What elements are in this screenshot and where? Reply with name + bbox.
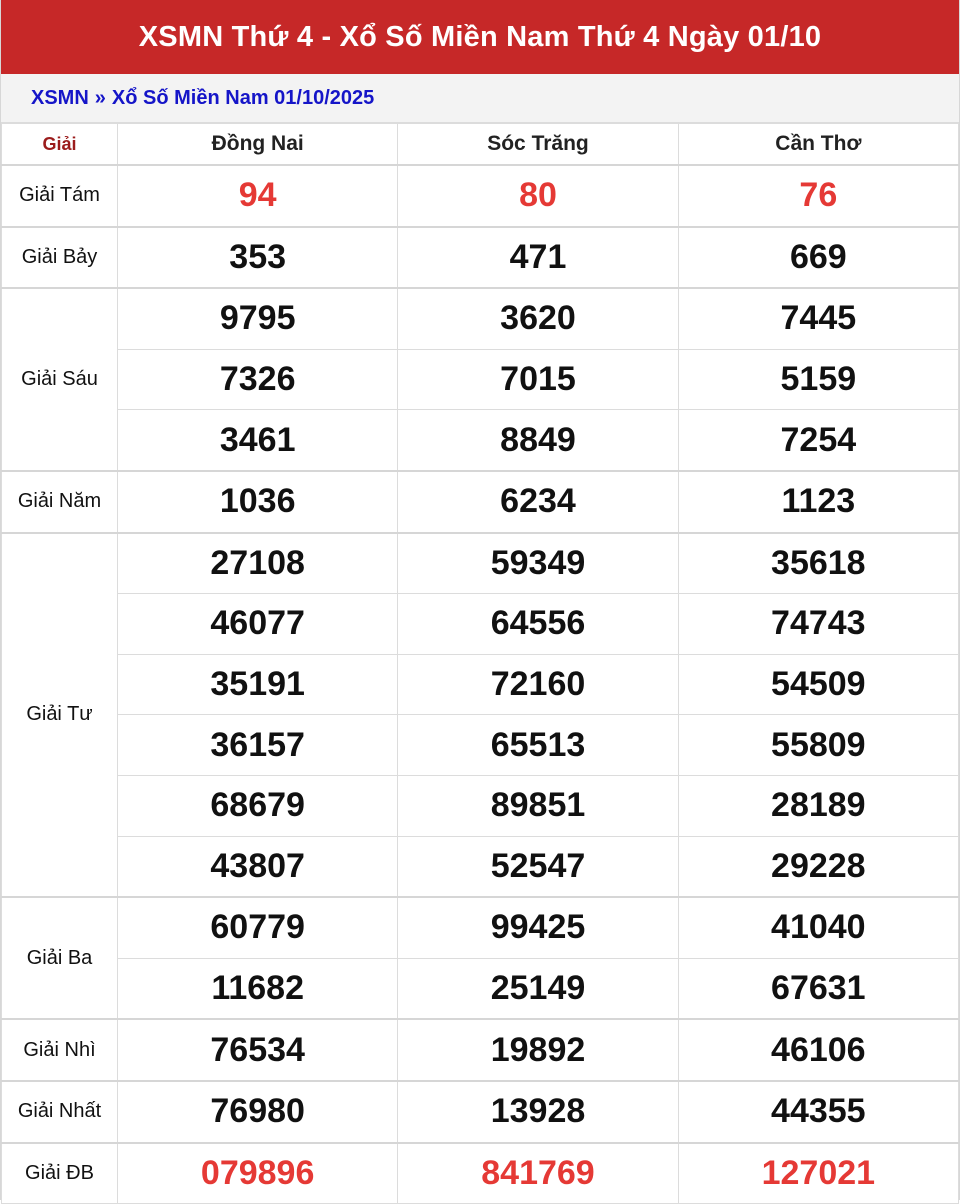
prize-number: 127021 <box>678 1143 958 1204</box>
table-row <box>2 349 959 410</box>
prize-number: 55809 <box>678 715 958 776</box>
prize-number: 7445 <box>678 288 958 349</box>
prize-number: 29228 <box>678 836 958 897</box>
breadcrumb-current-link[interactable]: Xổ Số Miền Nam 01/10/2025 <box>111 86 375 109</box>
breadcrumb-separator: » <box>94 86 106 109</box>
prize-label: Giải ĐB <box>2 1143 118 1204</box>
table-header-row <box>2 124 959 166</box>
breadcrumb-home-link[interactable]: XSMN <box>31 86 89 109</box>
table-row <box>2 715 959 776</box>
table-row <box>2 897 959 958</box>
prize-number: 76534 <box>118 1019 398 1081</box>
prize-number: 1036 <box>118 471 398 533</box>
prize-number: 64556 <box>398 594 678 655</box>
prize-number: 76 <box>678 165 958 227</box>
table-row <box>2 836 959 897</box>
prize-number: 74743 <box>678 594 958 655</box>
prize-number: 43807 <box>118 836 398 897</box>
table-row <box>2 410 959 471</box>
prize-number: 28189 <box>678 775 958 836</box>
prize-number: 353 <box>118 227 398 289</box>
results-body <box>2 165 959 1204</box>
prize-number: 80 <box>398 165 678 227</box>
prize-label: Giải Sáu <box>2 288 118 471</box>
table-row <box>2 1081 959 1143</box>
prize-number: 19892 <box>398 1019 678 1081</box>
table-row <box>2 471 959 533</box>
prize-number: 8849 <box>398 410 678 471</box>
province-header[interactable]: Sóc Trăng <box>398 124 678 166</box>
prize-number: 7015 <box>398 349 678 410</box>
prize-number: 36157 <box>118 715 398 776</box>
table-row <box>2 775 959 836</box>
prize-number: 7254 <box>678 410 958 471</box>
prize-number: 94 <box>118 165 398 227</box>
page-title: XSMN Thứ 4 - Xổ Số Miền Nam Thứ 4 Ngày 01/10 <box>1 0 959 74</box>
prize-number: 65513 <box>398 715 678 776</box>
prize-number: 6234 <box>398 471 678 533</box>
table-row <box>2 594 959 655</box>
prize-number: 54509 <box>678 654 958 715</box>
table-row <box>2 958 959 1019</box>
province-header[interactable]: Cần Thơ <box>678 124 958 166</box>
prize-number: 76980 <box>118 1081 398 1143</box>
prize-label: Giải Tư <box>2 533 118 898</box>
breadcrumb <box>1 74 959 123</box>
table-row <box>2 288 959 349</box>
prize-label: Giải Năm <box>2 471 118 533</box>
table-row <box>2 533 959 594</box>
prize-number: 1123 <box>678 471 958 533</box>
table-row <box>2 1143 959 1204</box>
results-table <box>1 123 959 1204</box>
table-row <box>2 654 959 715</box>
prize-label: Giải Bảy <box>2 227 118 289</box>
prize-number: 3620 <box>398 288 678 349</box>
prize-number: 72160 <box>398 654 678 715</box>
prize-label: Giải Nhì <box>2 1019 118 1081</box>
prize-number: 11682 <box>118 958 398 1019</box>
prize-number: 52547 <box>398 836 678 897</box>
prize-number: 44355 <box>678 1081 958 1143</box>
province-header[interactable]: Đồng Nai <box>118 124 398 166</box>
prize-label: Giải Ba <box>2 897 118 1019</box>
prize-number: 46106 <box>678 1019 958 1081</box>
prize-number: 669 <box>678 227 958 289</box>
prize-number: 35191 <box>118 654 398 715</box>
prize-number: 471 <box>398 227 678 289</box>
table-row <box>2 227 959 289</box>
prize-number: 99425 <box>398 897 678 958</box>
prize-number: 68679 <box>118 775 398 836</box>
prize-number: 59349 <box>398 533 678 594</box>
prize-number: 841769 <box>398 1143 678 1204</box>
prize-number: 41040 <box>678 897 958 958</box>
table-row <box>2 1019 959 1081</box>
prize-number: 25149 <box>398 958 678 1019</box>
prize-column-header: Giải <box>2 124 118 166</box>
prize-number: 7326 <box>118 349 398 410</box>
prize-number: 13928 <box>398 1081 678 1143</box>
prize-number: 3461 <box>118 410 398 471</box>
prize-number: 89851 <box>398 775 678 836</box>
prize-label: Giải Nhất <box>2 1081 118 1143</box>
prize-number: 67631 <box>678 958 958 1019</box>
prize-number: 60779 <box>118 897 398 958</box>
prize-number: 46077 <box>118 594 398 655</box>
prize-number: 079896 <box>118 1143 398 1204</box>
prize-number: 9795 <box>118 288 398 349</box>
prize-number: 5159 <box>678 349 958 410</box>
prize-number: 35618 <box>678 533 958 594</box>
prize-label: Giải Tám <box>2 165 118 227</box>
table-row <box>2 165 959 227</box>
prize-number: 27108 <box>118 533 398 594</box>
